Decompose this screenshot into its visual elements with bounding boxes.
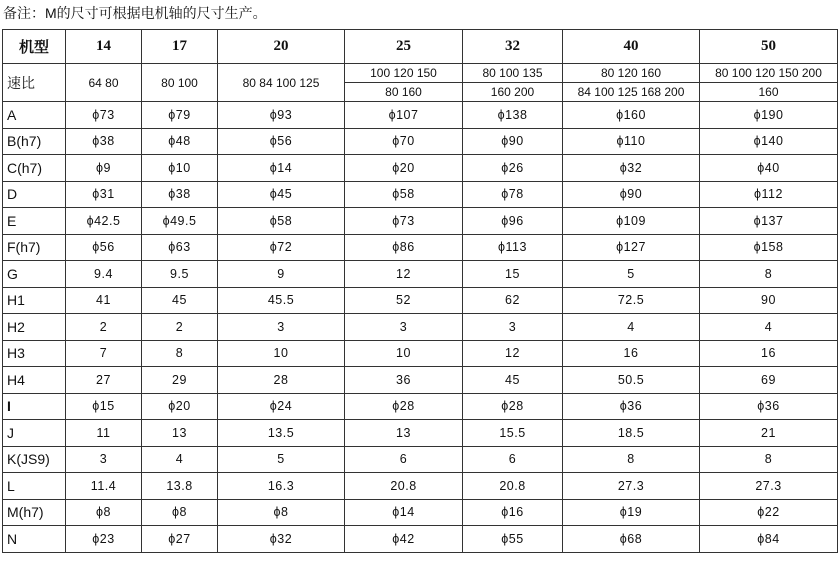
note-text: 备注：M的尺寸可根据电机轴的尺寸生产。 (3, 5, 267, 21)
table-cell: ϕ58 (345, 181, 463, 208)
table-cell: ϕ31 (66, 181, 142, 208)
corner-header: 机型 (3, 30, 66, 64)
table-cell: ϕ10 (142, 155, 218, 182)
row-label: E (3, 208, 66, 235)
ratio-row (3, 64, 838, 83)
table-row (3, 340, 838, 367)
table-cell: ϕ14 (345, 499, 463, 526)
table-cell: 4 (700, 314, 838, 341)
model-header: 17 (142, 30, 218, 64)
table-cell: 9 (218, 261, 345, 288)
table-cell: 28 (218, 367, 345, 394)
table-cell: ϕ68 (563, 526, 700, 553)
table-cell: ϕ16 (463, 499, 563, 526)
table-cell: ϕ8 (66, 499, 142, 526)
row-label: N (3, 526, 66, 553)
table-cell: ϕ48 (142, 128, 218, 155)
table-row (3, 208, 838, 235)
table-row (3, 287, 838, 314)
table-row (3, 155, 838, 182)
table-cell: 15 (463, 261, 563, 288)
table-cell: 10 (345, 340, 463, 367)
table-cell: 69 (700, 367, 838, 394)
table-row (3, 314, 838, 341)
row-label: M(h7) (3, 499, 66, 526)
table-cell: ϕ73 (345, 208, 463, 235)
table-cell: 16 (563, 340, 700, 367)
ratio-cell: 84 100 125 168 200 (563, 83, 700, 102)
table-cell: ϕ137 (700, 208, 838, 235)
table-cell: ϕ22 (700, 499, 838, 526)
model-header: 14 (66, 30, 142, 64)
table-cell: ϕ56 (218, 128, 345, 155)
table-cell: 20.8 (345, 473, 463, 500)
table-cell: 3 (463, 314, 563, 341)
table-cell: 45 (463, 367, 563, 394)
row-label: H1 (3, 287, 66, 314)
table-cell: ϕ42 (345, 526, 463, 553)
table-row (3, 367, 838, 394)
table-cell: ϕ160 (563, 102, 700, 129)
table-cell: 5 (563, 261, 700, 288)
row-label: I (3, 393, 66, 420)
table-row (3, 261, 838, 288)
table-cell: 11 (66, 420, 142, 447)
table-cell: ϕ42.5 (66, 208, 142, 235)
header-row (3, 30, 838, 64)
table-cell: 9.4 (66, 261, 142, 288)
table-row (3, 128, 838, 155)
table-cell: ϕ110 (563, 128, 700, 155)
table-cell: 21 (700, 420, 838, 447)
table-cell: 36 (345, 367, 463, 394)
table-cell: 13.5 (218, 420, 345, 447)
table-cell: ϕ55 (463, 526, 563, 553)
table-cell: ϕ90 (563, 181, 700, 208)
table-cell: 50.5 (563, 367, 700, 394)
ratio-cell: 80 100 (142, 64, 218, 102)
table-cell: 12 (463, 340, 563, 367)
table-cell: ϕ190 (700, 102, 838, 129)
table-cell: 52 (345, 287, 463, 314)
row-label: A (3, 102, 66, 129)
table-cell: 12 (345, 261, 463, 288)
table-cell: ϕ19 (563, 499, 700, 526)
table-cell: ϕ112 (700, 181, 838, 208)
table-row (3, 499, 838, 526)
table-cell: 13 (142, 420, 218, 447)
row-label: J (3, 420, 66, 447)
table-cell: 8 (700, 261, 838, 288)
dimension-table (2, 29, 838, 553)
table-cell: ϕ32 (218, 526, 345, 553)
table-row (3, 473, 838, 500)
table-cell: ϕ40 (700, 155, 838, 182)
dimension-rows (3, 102, 838, 553)
table-cell: ϕ70 (345, 128, 463, 155)
table-row (3, 420, 838, 447)
table-cell: ϕ8 (218, 499, 345, 526)
table-cell: 3 (218, 314, 345, 341)
table-cell: ϕ158 (700, 234, 838, 261)
table-cell: 11.4 (66, 473, 142, 500)
table-cell: 7 (66, 340, 142, 367)
ratio-cell: 80 160 (345, 83, 463, 102)
ratio-cell: 160 200 (463, 83, 563, 102)
table-cell: 3 (66, 446, 142, 473)
table-cell: 27.3 (563, 473, 700, 500)
ratio-cell: 100 120 150 (345, 64, 463, 83)
row-label: L (3, 473, 66, 500)
table-cell: 27 (66, 367, 142, 394)
row-label: B(h7) (3, 128, 66, 155)
model-header: 20 (218, 30, 345, 64)
table-cell: 2 (66, 314, 142, 341)
table-cell: 90 (700, 287, 838, 314)
table-cell: ϕ8 (142, 499, 218, 526)
row-label: K(JS9) (3, 446, 66, 473)
table-cell: ϕ78 (463, 181, 563, 208)
table-cell: ϕ63 (142, 234, 218, 261)
table-cell: ϕ90 (463, 128, 563, 155)
table-cell: ϕ79 (142, 102, 218, 129)
table-row (3, 526, 838, 553)
model-header: 40 (563, 30, 700, 64)
table-cell: 9.5 (142, 261, 218, 288)
table-cell: ϕ9 (66, 155, 142, 182)
table-cell: 6 (345, 446, 463, 473)
table-cell: 2 (142, 314, 218, 341)
ratio-cell: 80 100 120 150 200 (700, 64, 838, 83)
table-row (3, 181, 838, 208)
table-row (3, 102, 838, 129)
table-cell: 16 (700, 340, 838, 367)
table-cell: ϕ73 (66, 102, 142, 129)
ratio-cell: 80 84 100 125 (218, 64, 345, 102)
table-cell: ϕ28 (463, 393, 563, 420)
table-cell: ϕ49.5 (142, 208, 218, 235)
table-cell: ϕ14 (218, 155, 345, 182)
table-cell: 18.5 (563, 420, 700, 447)
table-cell: ϕ58 (218, 208, 345, 235)
table-cell: ϕ93 (218, 102, 345, 129)
ratio-cell: 64 80 (66, 64, 142, 102)
ratio-label: 速比 (3, 64, 66, 102)
table-cell: 16.3 (218, 473, 345, 500)
row-label: F(h7) (3, 234, 66, 261)
table-cell: ϕ38 (66, 128, 142, 155)
table-cell: 4 (142, 446, 218, 473)
table-cell: ϕ24 (218, 393, 345, 420)
table-cell: 8 (563, 446, 700, 473)
table-cell: ϕ32 (563, 155, 700, 182)
table-cell: 20.8 (463, 473, 563, 500)
table-cell: 29 (142, 367, 218, 394)
row-label: G (3, 261, 66, 288)
row-label: H4 (3, 367, 66, 394)
table-cell: ϕ113 (463, 234, 563, 261)
table-cell: ϕ56 (66, 234, 142, 261)
table-cell: 8 (700, 446, 838, 473)
table-row (3, 446, 838, 473)
table-cell: ϕ26 (463, 155, 563, 182)
row-label: H2 (3, 314, 66, 341)
table-cell: ϕ109 (563, 208, 700, 235)
ratio-cell: 80 120 160 (563, 64, 700, 83)
table-cell: ϕ72 (218, 234, 345, 261)
row-label: H3 (3, 340, 66, 367)
table-cell: ϕ84 (700, 526, 838, 553)
table-cell: 10 (218, 340, 345, 367)
table-cell: ϕ86 (345, 234, 463, 261)
table-cell: ϕ127 (563, 234, 700, 261)
table-cell: ϕ23 (66, 526, 142, 553)
table-cell: ϕ140 (700, 128, 838, 155)
table-cell: 41 (66, 287, 142, 314)
table-cell: 6 (463, 446, 563, 473)
table-cell: ϕ36 (700, 393, 838, 420)
table-cell: 72.5 (563, 287, 700, 314)
row-label: D (3, 181, 66, 208)
table-cell: 27.3 (700, 473, 838, 500)
table-cell: ϕ27 (142, 526, 218, 553)
model-header: 25 (345, 30, 463, 64)
table-cell: 5 (218, 446, 345, 473)
table-cell: ϕ45 (218, 181, 345, 208)
table-row (3, 234, 838, 261)
model-header: 50 (700, 30, 838, 64)
table-cell: ϕ20 (345, 155, 463, 182)
table-cell: ϕ96 (463, 208, 563, 235)
table-cell: 4 (563, 314, 700, 341)
table-cell: 62 (463, 287, 563, 314)
table-cell: 15.5 (463, 420, 563, 447)
table-cell: ϕ107 (345, 102, 463, 129)
table-cell: 45.5 (218, 287, 345, 314)
table-cell: ϕ38 (142, 181, 218, 208)
table-cell: ϕ28 (345, 393, 463, 420)
table-cell: 45 (142, 287, 218, 314)
table-cell: ϕ20 (142, 393, 218, 420)
table-cell: 8 (142, 340, 218, 367)
model-header: 32 (463, 30, 563, 64)
table-cell: 13 (345, 420, 463, 447)
table-cell: ϕ138 (463, 102, 563, 129)
table-cell: 3 (345, 314, 463, 341)
row-label: C(h7) (3, 155, 66, 182)
table-row (3, 393, 838, 420)
table-cell: ϕ36 (563, 393, 700, 420)
table-cell: ϕ15 (66, 393, 142, 420)
ratio-cell: 80 100 135 (463, 64, 563, 83)
ratio-cell: 160 (700, 83, 838, 102)
table-cell: 13.8 (142, 473, 218, 500)
